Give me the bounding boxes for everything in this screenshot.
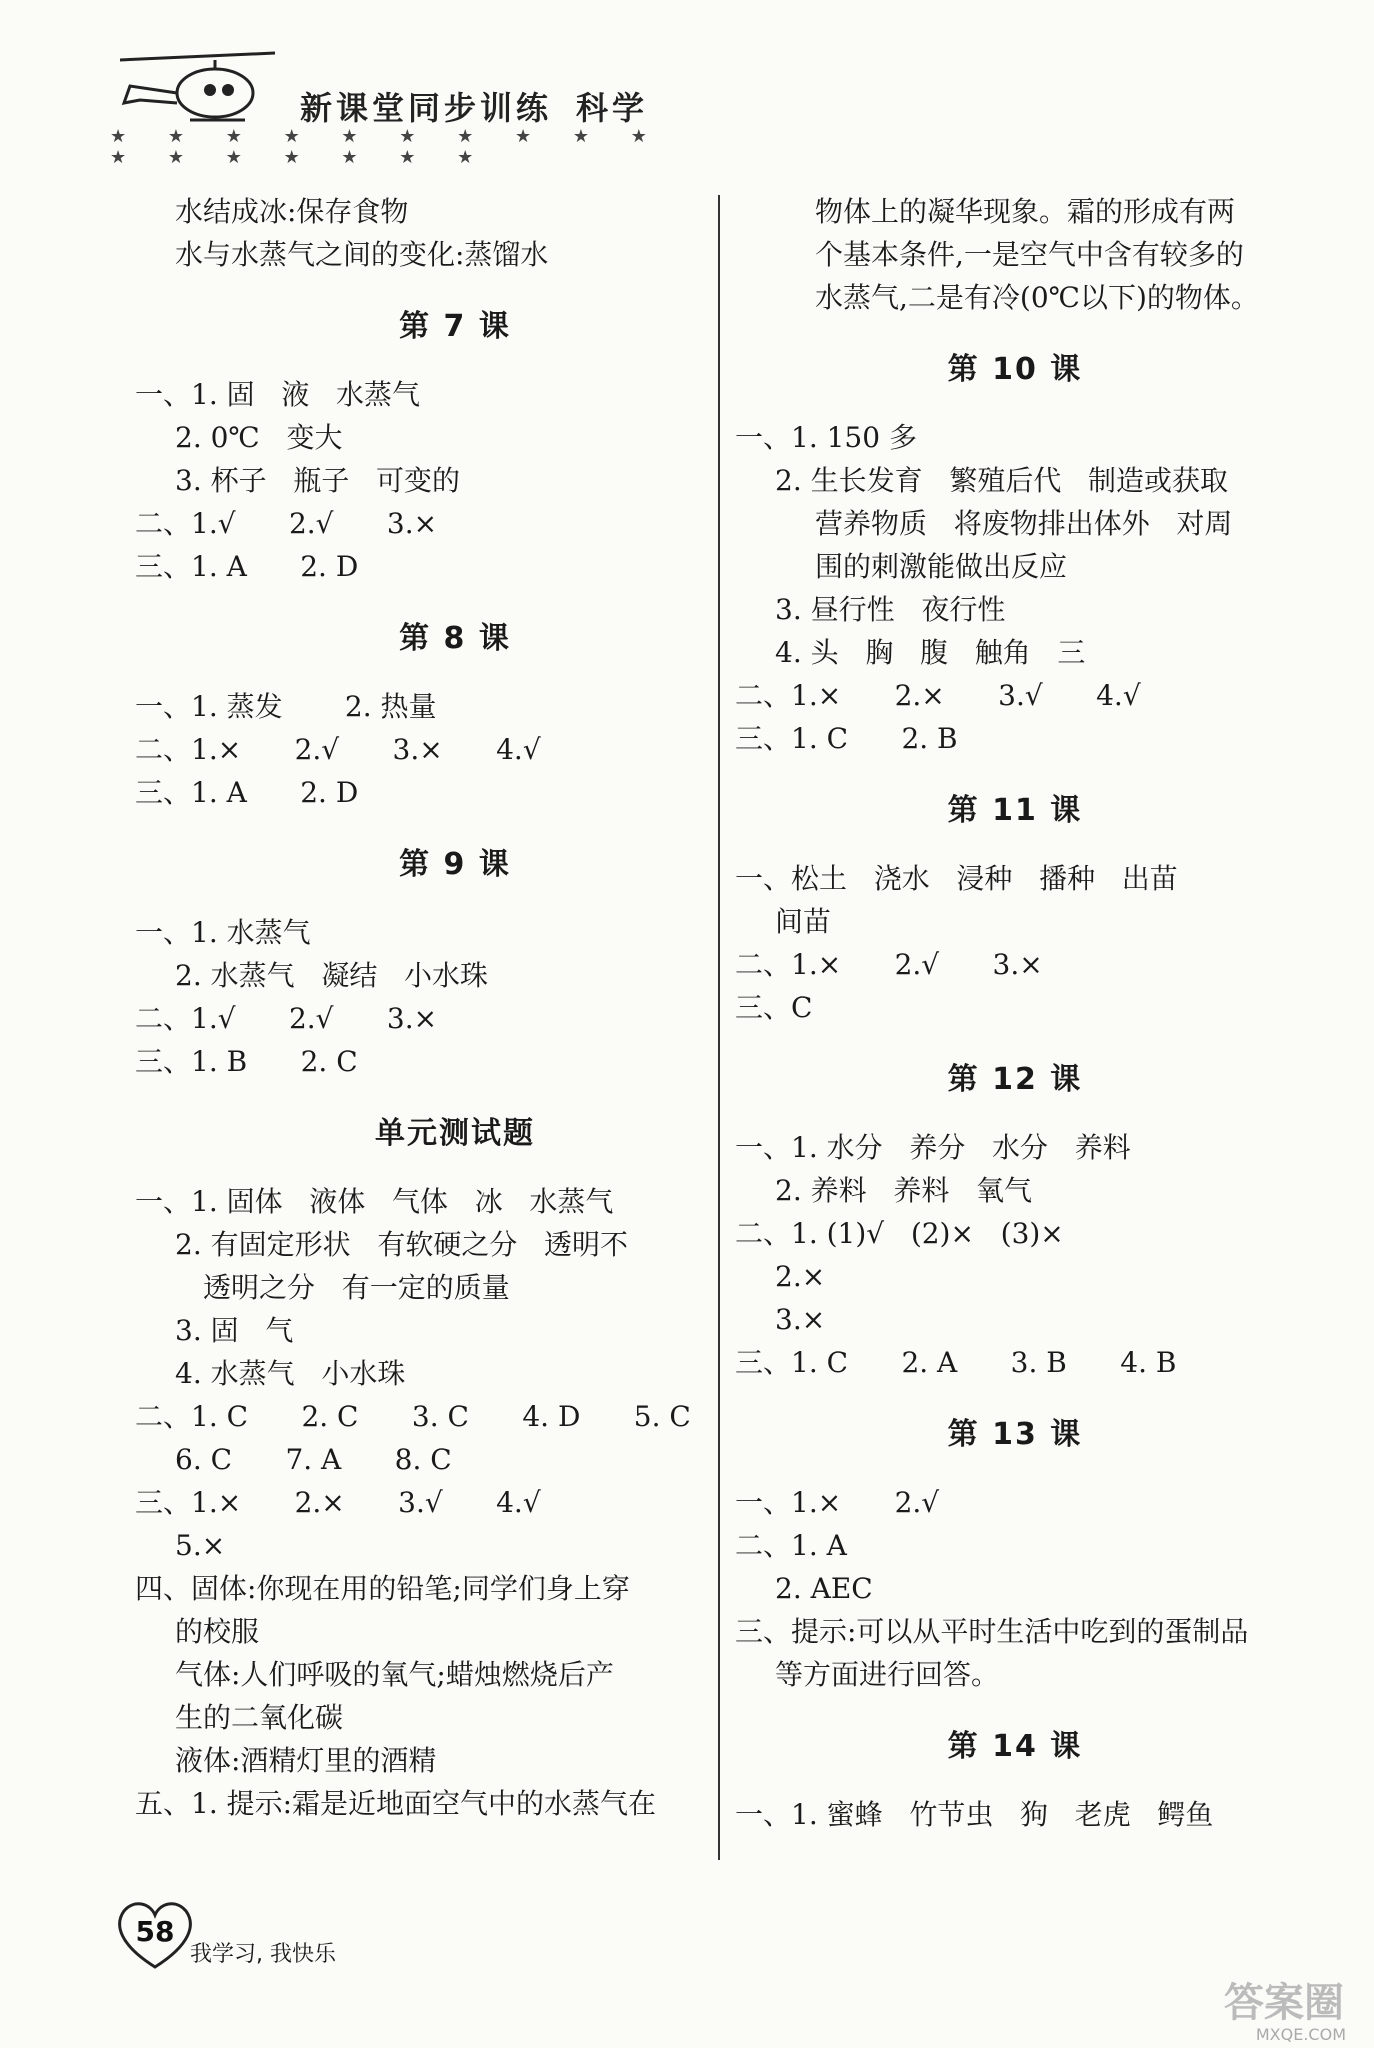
answer-line: 一、1. 固 液 水蒸气 <box>135 378 421 411</box>
answer-line: 一、1. 水蒸气 <box>135 916 311 949</box>
answer-line: 三、1. A 2. D <box>135 550 359 583</box>
watermark-logo: 答案圈 <box>1224 1980 1344 2026</box>
footer-slogan: 我学习, 我快乐 <box>190 1942 336 1967</box>
answer-line: 三、1. B 2. C <box>135 1045 358 1078</box>
answer-line: 2.× <box>775 1260 826 1293</box>
answer-line: 营养物质 将废物排出体外 对周 <box>815 507 1233 540</box>
answer-line: 4. 头 胸 腹 触角 三 <box>775 636 1086 669</box>
answer-line: 2. 养料 养料 氧气 <box>775 1174 1033 1207</box>
decorative-stars: ★ ★ ★ ★ ★ ★ ★ ★ ★ ★ ★ ★ ★ ★ ★ ★ ★ <box>110 126 665 168</box>
answer-line: 三、C <box>735 991 813 1024</box>
watermark-url: MXQE.COM <box>1255 2025 1346 2044</box>
heart-badge-icon <box>110 1895 200 1975</box>
answer-line: 二、1.√ 2.√ 3.× <box>135 1002 438 1035</box>
helicopter-logo-icon <box>110 48 290 128</box>
unit-test-heading: 单元测试题 <box>375 1116 535 1151</box>
answer-line: 3. 昼行性 夜行性 <box>775 593 1006 626</box>
answer-line: 2. 有固定形状 有软硬之分 透明不 <box>175 1228 629 1261</box>
lesson-heading-7: 第 7 课 <box>399 309 511 344</box>
page-number: 58 <box>135 1915 175 1948</box>
subject-title: 科学 <box>576 89 649 127</box>
left-column <box>135 190 735 1825</box>
lesson-heading-11: 第 11 课 <box>947 793 1083 828</box>
answer-line: 一、松土 浇水 浸种 播种 出苗 <box>735 862 1178 895</box>
lesson-heading-10: 第 10 课 <box>947 352 1083 387</box>
lesson-heading-14: 第 14 课 <box>947 1729 1083 1764</box>
answer-line: 水结成冰:保存食物 <box>175 195 409 228</box>
answer-line: 2. 生长发育 繁殖后代 制造或获取 <box>775 464 1229 497</box>
answer-line: 5.× <box>175 1529 226 1562</box>
answer-line: 二、1.× 2.× 3.√ 4.√ <box>735 679 1141 712</box>
answer-line: 二、1. A <box>735 1529 847 1562</box>
answer-line: 一、1. 固体 液体 气体 冰 水蒸气 <box>135 1185 614 1218</box>
answer-line: 二、1.√ 2.√ 3.× <box>135 507 438 540</box>
answer-line: 间苗 <box>775 905 832 938</box>
answer-line: 围的刺激能做出反应 <box>815 550 1068 583</box>
answer-line: 3. 杯子 瓶子 可变的 <box>175 464 461 497</box>
answer-line: 五、1. 提示:霜是近地面空气中的水蒸气在 <box>135 1787 657 1820</box>
answer-line: 二、1.× 2.√ 3.× 4.√ <box>135 733 541 766</box>
answer-line: 二、1.× 2.√ 3.× <box>735 948 1043 981</box>
answer-line: 一、1. 蒸发 2. 热量 <box>135 690 437 723</box>
answer-line: 液体:酒精灯里的酒精 <box>175 1744 437 1777</box>
answer-line: 一、1.× 2.√ <box>735 1486 940 1519</box>
book-title: 新课堂同步训练 <box>300 89 553 127</box>
page-header <box>110 48 670 168</box>
answer-line: 的校服 <box>175 1615 260 1648</box>
answer-line: 三、提示:可以从平时生活中吃到的蛋制品 <box>735 1615 1249 1648</box>
answer-line: 透明之分 有一定的质量 <box>203 1271 510 1304</box>
answer-line: 四、固体:你现在用的铅笔;同学们身上穿 <box>135 1572 630 1605</box>
answer-line: 3.× <box>775 1303 826 1336</box>
answer-line: 等方面进行回答。 <box>775 1658 1000 1691</box>
header-title <box>300 83 648 129</box>
lesson-heading-9: 第 9 课 <box>399 847 511 882</box>
answer-line: 2. 水蒸气 凝结 小水珠 <box>175 959 489 992</box>
answer-line: 生的二氧化碳 <box>175 1701 344 1734</box>
answer-line: 三、1. C 2. B <box>735 722 958 755</box>
answer-line: 三、1. A 2. D <box>135 776 359 809</box>
right-column <box>735 190 1295 1836</box>
answer-line: 二、1. C 2. C 3. C 4. D 5. C <box>135 1400 691 1433</box>
lesson-heading-8: 第 8 课 <box>399 621 511 656</box>
answer-line: 三、1.× 2.× 3.√ 4.√ <box>135 1486 541 1519</box>
answer-line: 一、1. 水分 养分 水分 养料 <box>735 1131 1131 1164</box>
lesson-heading-12: 第 12 课 <box>947 1062 1083 1097</box>
answer-line: 水与水蒸气之间的变化:蒸馏水 <box>175 238 549 271</box>
answer-line: 水蒸气,二是有冷(0℃以下)的物体。 <box>815 281 1259 314</box>
answer-line: 二、1. (1)√ (2)× (3)× <box>735 1217 1064 1250</box>
answer-line: 气体:人们呼吸的氧气;蜡烛燃烧后产 <box>175 1658 614 1691</box>
lesson-heading-13: 第 13 课 <box>947 1417 1083 1452</box>
answer-line: 一、1. 蜜蜂 竹节虫 狗 老虎 鳄鱼 <box>735 1798 1214 1831</box>
answer-line: 6. C 7. A 8. C <box>175 1443 452 1476</box>
answer-line: 2. AEC <box>775 1572 873 1605</box>
answer-line: 三、1. C 2. A 3. B 4. B <box>735 1346 1177 1379</box>
answer-line: 3. 固 气 <box>175 1314 294 1347</box>
answer-line: 个基本条件,一是空气中含有较多的 <box>815 238 1244 271</box>
answer-line: 物体上的凝华现象。霜的形成有两 <box>815 195 1236 228</box>
answer-line: 4. 水蒸气 小水珠 <box>175 1357 406 1390</box>
answer-line: 2. 0℃ 变大 <box>175 421 343 454</box>
answer-line: 一、1. 150 多 <box>735 421 917 454</box>
